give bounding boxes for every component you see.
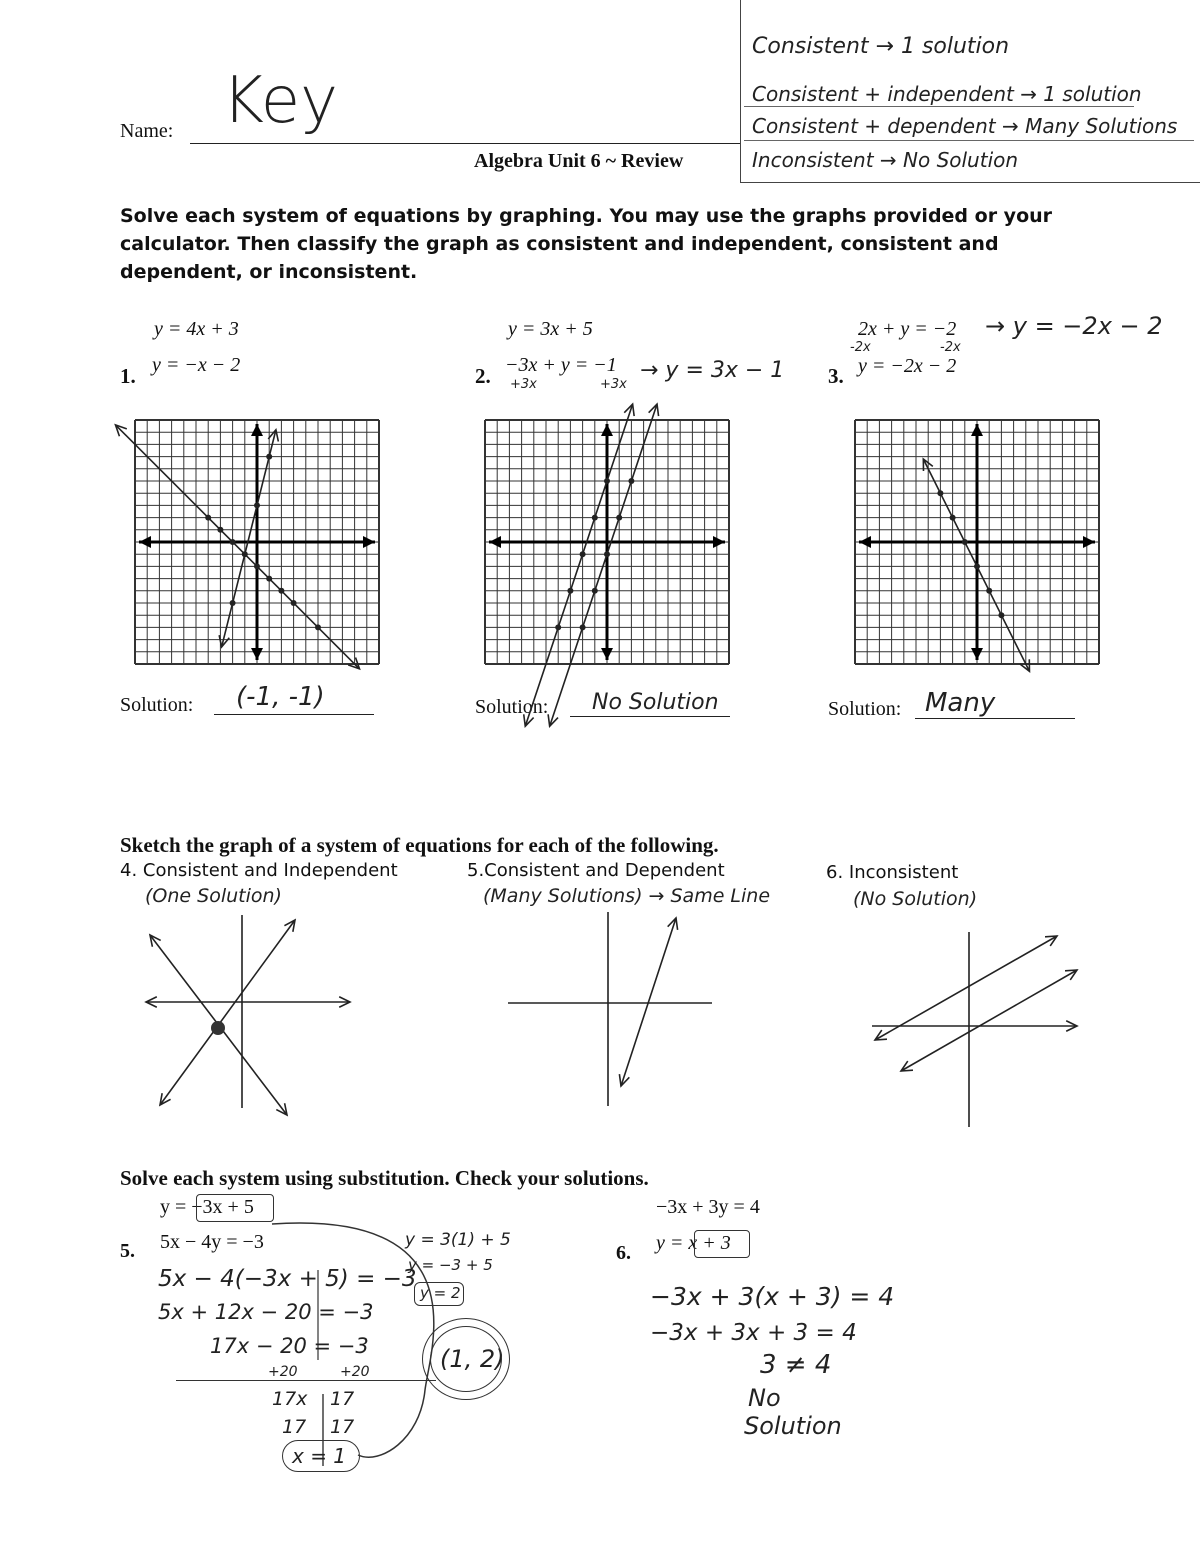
p3-note1: -2x [850,340,871,355]
graph-3-point [998,612,1004,618]
graph-2-point [567,588,573,594]
p2-solution-label: Solution: [475,696,549,718]
s6-eq2-box [694,1230,750,1258]
graph-3-axis-arrow [971,648,983,660]
name-value: Key [222,64,339,138]
p3-note2: -2x [940,340,961,355]
p3-eq1: 2x + y = −2 [858,318,957,340]
p3-number: 3. [828,364,844,388]
graph-1-point [217,527,223,533]
p1-number: 1. [120,364,136,388]
graph-3-point [986,588,992,594]
sketch-item-4-label: 4. Consistent and Independent [120,860,398,881]
s5-y-work-3: y = 2 [420,1284,461,1302]
s6-work-3: 3 ≠ 4 [760,1350,832,1380]
page-title: Algebra Unit 6 ~ Review [474,150,684,172]
substitution-heading: Solve each system using substitution. Check your solutions. [120,1166,649,1190]
sketch-4-line-a [160,920,295,1105]
p2-note1: +3x [510,377,537,392]
graph-1-point [242,551,248,557]
s5-frac-den-left: 17 [282,1416,307,1438]
instructions-line-3: dependent, or inconsistent. [120,261,418,283]
graph-3-axis-arrow [1083,536,1095,548]
s6-number: 6. [616,1242,631,1264]
p3-eq2: y = −2x − 2 [858,355,957,377]
s5-plus20-a: +20 [268,1364,298,1380]
graph-1-point [230,600,236,606]
graph-3-point [937,490,943,496]
sketch-item-5-label: 5.Consistent and Dependent [467,860,725,881]
s5-eq2: 5x − 4y = −3 [160,1231,264,1253]
graph-1-point [230,539,236,545]
graph-1-point [254,563,260,569]
graph-2-point [580,551,586,557]
graph-2-axis-arrow [713,536,725,548]
graph-1-axis-arrow [251,648,263,660]
p2-eq1: y = 3x + 5 [508,318,593,340]
graph-1-point [315,624,321,630]
s5-eq1: y = −3x + 5 [160,1196,254,1218]
sketch-item-5-note: (Many Solutions) → Same Line [483,885,771,907]
graph-2-point [592,588,598,594]
sketch-heading: Sketch the graph of a system of equations for each of the following. [120,833,719,857]
s6-answer-1: No [748,1384,781,1412]
graph-2-line-a [525,404,632,726]
key-note-4: Inconsistent → No Solution [752,148,1019,172]
graph-1-axis-arrow [139,536,151,548]
graph-2-axis-arrow [489,536,501,548]
p2-solution: No Solution [592,690,719,715]
sketch-6-line-b [901,970,1077,1071]
p3-solution: Many [925,688,996,718]
s6-work-1: −3x + 3(x + 3) = 4 [650,1282,895,1311]
s5-x-result-circle [282,1440,360,1472]
s6-answer-2: Solution [744,1412,842,1440]
p2-eq2: −3x + y = −1 [505,354,617,376]
graph-2-point [628,478,634,484]
s5-eq1-box [196,1194,274,1222]
sketch-5-line [621,918,676,1086]
s6-eq1: −3x + 3y = 4 [656,1196,760,1218]
graph-2-point [616,515,622,521]
graph-2-axis-arrow [601,648,613,660]
key-note-2: Consistent + independent → 1 solution [752,82,1142,106]
s5-work-2: 5x + 12x − 20 = −3 [158,1300,374,1324]
graph-2-point [604,551,610,557]
instructions-line-1: Solve each system of equations by graphing. You may use the graphs provided or your [120,205,1053,227]
s5-answer-circle-outer [422,1318,510,1400]
s5-frac-num-right: 17 [330,1388,355,1410]
p1-solution-label: Solution: [120,694,194,716]
graph-2-point [555,624,561,630]
s5-answer: (1, 2) [440,1345,505,1373]
s5-work-3: 17x − 20 = −3 [210,1334,369,1358]
key-note-1: Consistent → 1 solution [752,34,1010,59]
graph-2-point [592,515,598,521]
graph-1-point [278,588,284,594]
sketch-item-6-note: (No Solution) [853,888,978,910]
graph-1-point [205,515,211,521]
graph-1-point [266,454,272,460]
p3-work: → y = −2x − 2 [985,312,1163,340]
name-label: Name: [120,120,174,142]
graph-1-line-b [115,425,359,669]
graph-3-point [962,539,968,545]
graph-1-axis-arrow [251,424,263,436]
graph-2-point [580,624,586,630]
s5-y-result-box [414,1282,464,1306]
sketch-item-4-note: (One Solution) [145,885,282,907]
sketch-item-6-label: 6. Inconsistent [826,862,959,883]
p3-solution-label: Solution: [828,698,902,720]
graph-1-point [291,600,297,606]
graph-2-point [604,478,610,484]
sketch-4-intersection [211,1021,225,1035]
s5-frac-num-left: 17x [272,1388,308,1410]
p2-work: → y = 3x − 1 [640,358,785,383]
s5-plus20-b: +20 [340,1364,370,1380]
p1-eq2: y = −x − 2 [152,354,241,376]
instructions-line-2: calculator. Then classify the graph as consistent and independent, consistent and [120,233,999,255]
p1-eq1: y = 4x + 3 [154,318,239,340]
s5-number: 5. [120,1240,135,1262]
s5-work-1: 5x − 4(−3x + 5) = −3 [158,1266,417,1292]
s5-y-work-1: y = 3(1) + 5 [405,1230,511,1250]
graph-3-point [974,563,980,569]
sketch-6-line-a [875,936,1057,1040]
s6-work-2: −3x + 3x + 3 = 4 [650,1320,857,1346]
graph-2-axis-arrow [601,424,613,436]
key-note-3: Consistent + dependent → Many Solutions [752,114,1178,138]
graph-1-point [266,576,272,582]
graph-3-axis-arrow [859,536,871,548]
p2-number: 2. [475,364,491,388]
p1-solution: (-1, -1) [236,682,325,712]
graph-1-axis-arrow [363,536,375,548]
graph-3-axis-arrow [971,424,983,436]
p2-note2: +3x [600,377,627,392]
graph-3-point [950,515,956,521]
graph-1-point [254,502,260,508]
s5-frac-den-right: 17 [330,1416,355,1438]
s5-x-result: x = 1 [292,1444,347,1468]
s5-y-work-2: y = −3 + 5 [408,1256,493,1274]
graph-2-line-b [550,404,657,726]
s6-eq2: y = x + 3 [656,1232,731,1254]
